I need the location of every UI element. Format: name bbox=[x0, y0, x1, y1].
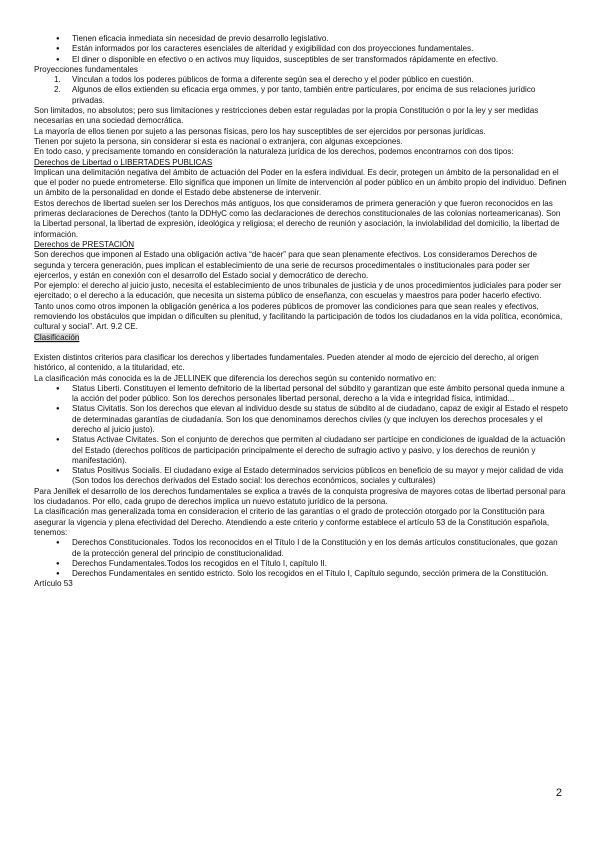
paragraph: Implican una delimitación negativa del ámbito de actuación del Poder en la esfera individual. Es decir, protegen un ámbito de la personalidad en el que el poder no puede entrometerse. Ello significa que imponen un límite de intervención al poder público en un ámbito propio del individuo. Definen un ámbito de la personalidad en donde el Estado debe abstenerse de intervenir. bbox=[34, 167, 567, 198]
paragraph: Tienen por sujeto la persona, sin considerar si esta es nacional o extranjera, con algunas excepciones. bbox=[34, 136, 403, 146]
document-page bbox=[34, 34, 568, 590]
paragraph: Para Jenillek el desarrollo de los derechos fundamentales se explica a través de la conquista progresiva de mayores cotas de libertad personal para los ciudadanos. Por ello, cada grupo de derechos implica un nuevo estatuto jurídico de la persona. bbox=[34, 486, 566, 507]
list-item: ● Tienen eficacia inmediata sin necesidad de previo desarrollo legislativo. bbox=[34, 34, 568, 44]
prestacion-heading: Derechos de PRESTACIÓN bbox=[34, 239, 135, 249]
list-item: ● Status Liberti. Constituyen el lemento defnitorio de la libertad personal del súbdito y garantizan que este ámbito personal queda inmune a la acción del poder público. Son los derechos personales libertad personal, derecho a la vida e integridad física, intimidad... bbox=[34, 384, 568, 405]
list-item: ● Derechos Fundamentales.Todos los recogidos en el Título I, capítulo II. bbox=[34, 559, 568, 569]
list-item bbox=[34, 75, 568, 85]
paragraph: En todo caso, y precisamente tomando en consideración la naturaleza jurídica de los derechos, podemos encontrarnos con dos tipos: bbox=[34, 147, 514, 157]
paragraph: Estos derechos de libertad suelen ser los Derechos más antiguos, los que consideramos de primera generación y que fueron reconocidos en las primeras declaraciones de Derechos (tanto la DDHyC como las declaraciones de derechos constitucionales de las colonias norteamericanas). Son la Libertad personal, la libertad de expresión, ideológica y religiosa; el derecho de reunión y asociación, la inviolabilidad del domicilio, la libertad de información. bbox=[34, 198, 561, 239]
paragraph: La clasificación mas generalizada toma en consideracion el criterio de las garantías o el grado de protección otorgado por la Constitución para asegurar la vigencia y plena efectividad del Derecho. Atendiendo a este criterio y conforme establece el artículo 53 de la Constitución española, tenemos: bbox=[34, 507, 550, 537]
libertad-heading: Derechos de Libertad o LIBERTADES PUBLICAS bbox=[34, 157, 213, 167]
list-text: Vinculan a todos los poderes públicos de forma a diferente según sea el derecho y el poder público en cuestión. bbox=[72, 75, 474, 85]
list-item: ● Status Civitatis. Son los derechos que elevan al individuo desde su status de súbdito al de ciudadano, capaz de exigir al Estado el respeto de determinadas garantías de ciudadanía. Son los que denominamos derechos civiles (y que incluyen los derechos procesales y el derecho al juicio justo). bbox=[34, 404, 568, 435]
list-item: ● Derechos Constitucionales. Todos los reconocidos en el Título I de la Constitución y en los demás artículos constitucionales, que gozan de la protección general del principio de constitucionalidad. bbox=[34, 538, 568, 559]
page-number: 2 bbox=[555, 787, 562, 799]
list-item: ● Status Positivus Socialis. El ciudadano exige al Estado determinados servicios públicos en beneficio de su mayor y mejor calidad de vida (Son todos los derechos derivados del Estado social: los derechos económicos, sociales y culturales) bbox=[34, 466, 568, 487]
list-item: ● El diner o disponible en efectivo o en activos muy líquidos, susceptibles de ser transformados rápidamente en efectivo. bbox=[34, 55, 568, 65]
paragraph: Existen distintos criterios para clasificar los derechos y libertades fundamentales. Pueden atender al modo de ejercicio del derecho, al origen histórico, al contenido, a la titularidad, etc. bbox=[34, 352, 539, 373]
list-item: ● Están informados por los caracteres esenciales de alteridad y exigibilidad con dos proyecciones fundamentales. bbox=[34, 44, 568, 54]
closing-line: Artículo 53 bbox=[34, 579, 73, 589]
list-item bbox=[34, 85, 568, 106]
list-item: ● Status Activae Civitates. Son el conjunto de derechos que permiten al ciudadano ser partícipe en condiciones de igualdad de la actuación del Estado (derechos políticos de participación principalmente el derecho de sufragio activo y pasivo, y los derechos de reunión y manifestación). bbox=[34, 435, 568, 466]
paragraph: Tanto unos como otros imponen la obligación genérica a los poderes públicos de promover las condiciones para que sean reales y efectivos, removiendo los obstáculos que impidan o dificulten su plenitud, y facilitando la participación de todos los ciudadanos en la vida política, económica, cultural y social”. Art. 9.2 CE. bbox=[34, 301, 563, 332]
paragraph: La clasificación más conocida es la de JELLINEK que diferencia los derechos según su contenido normativo en: bbox=[34, 373, 437, 383]
clasificacion-heading: Clasificación bbox=[34, 332, 80, 342]
list-item: ● Derechos Fundamentales en sentido estricto. Solo los recogidos en el Título I, Capítulo segundo, sección primera de la Constitución. bbox=[34, 569, 568, 579]
paragraph: Son derechos que imponen al Estado una obligación activa “de hacer” para que sean plenamente efectivos. Los consideramos Derechos de segunda y tercera generación, pues implican el establecimiento de una serie de recursos procedimentales o institucionales para poder ser ejercerlos, y están en conexión con el desarrollo del Estado social y democrático de derecho. bbox=[34, 250, 538, 280]
list-number: 1. bbox=[54, 75, 61, 85]
paragraph: Por ejemplo: el derecho al juicio justo, necesita el establecimiento de unos tribunales de justicia y de unos procedimientos judiciales para poder ser ejercitado; o el derecho a la educación, que necesita un sistema público de enseñanza, con escuelas y maestros para poder hacerlo efectivo. bbox=[34, 281, 562, 301]
paragraph: Son limitados, no absolutos; pero sus limitaciones y restricciones deben estar reguladas por la propia Constitución o por la ley y ser medidas necesarias en una sociedad democrática. bbox=[34, 106, 539, 126]
proyecciones-heading: Proyecciones fundamentales bbox=[34, 64, 138, 74]
list-number: 2. bbox=[54, 85, 61, 95]
list-text: Algunos de ellos extienden su eficacia erga ommes, y por tanto, también entre particulares, por encima de sus relaciones jurídico privadas. bbox=[72, 85, 536, 105]
paragraph: La mayoría de ellos tienen por sujeto a las personas físicas, pero los hay susceptibles de ser ejercidos por personas jurídicas. bbox=[34, 126, 486, 136]
